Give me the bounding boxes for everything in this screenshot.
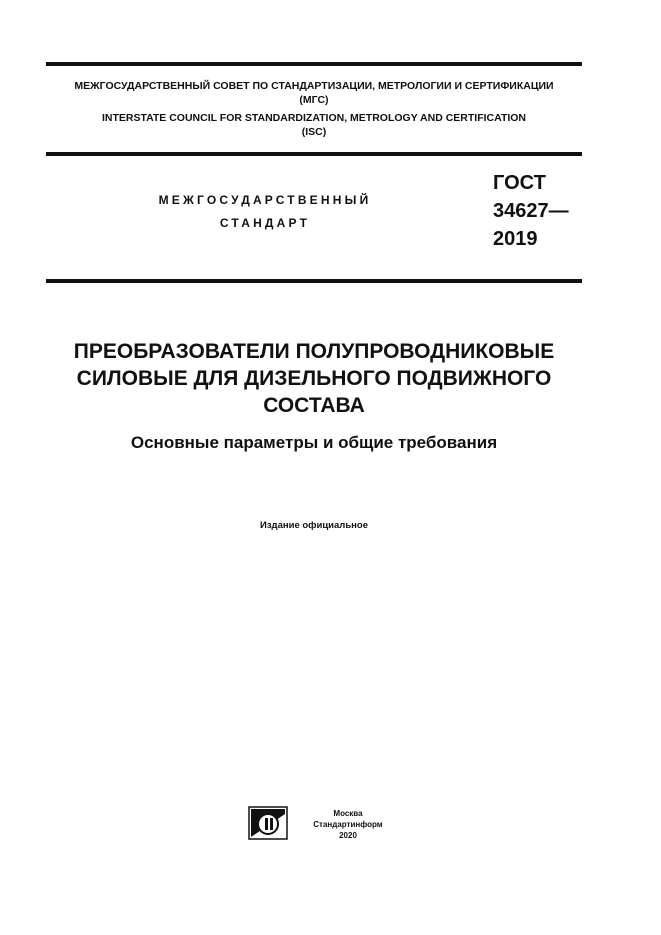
title-line1: ПРЕОБРАЗОВАТЕЛИ ПОЛУПРОВОДНИКОВЫЕ [73,340,555,363]
publisher-city: Москва [333,809,363,818]
standard-type [120,189,410,235]
designation-year: 2019 [493,228,538,250]
council-ru [46,79,582,107]
designation-prefix: ГОСТ [493,172,546,194]
standard-designation [493,169,569,253]
title-line3: СОСТАВА [263,394,365,417]
document-title [40,338,588,419]
council-ru-name: МЕЖГОСУДАРСТВЕННЫЙ СОВЕТ ПО СТАНДАРТИЗАЦИИ, МЕТРОЛОГИИ И СЕРТИФИКАЦИИ [74,80,554,92]
council-en-name: INTERSTATE COUNCIL FOR STANDARDIZATION, METROLOGY AND CERTIFICATION [101,112,527,124]
publisher-year: 2020 [339,831,357,840]
council-en [46,111,582,139]
bottom-rule [46,279,582,283]
top-rule [46,62,582,66]
edition-label: Издание официальное [260,520,368,531]
document-subtitle: Основные параметры и общие требования [130,433,498,452]
standard-type-line1: МЕЖГОСУДАРСТВЕННЫЙ [158,193,372,207]
publisher-name: Стандартинформ [313,820,383,829]
publisher-info [306,808,390,841]
standard-type-line2: СТАНДАРТ [219,216,311,230]
council-en-abbr: (ISC) [301,126,327,138]
middle-rule [46,152,582,156]
designation-number: 34627— [493,200,569,222]
council-ru-abbr: (МГС) [299,94,329,106]
title-line2: СИЛОВЫЕ ДЛЯ ДИЗЕЛЬНОГО ПОДВИЖНОГО [76,367,552,390]
standartinform-logo-icon [248,806,288,840]
